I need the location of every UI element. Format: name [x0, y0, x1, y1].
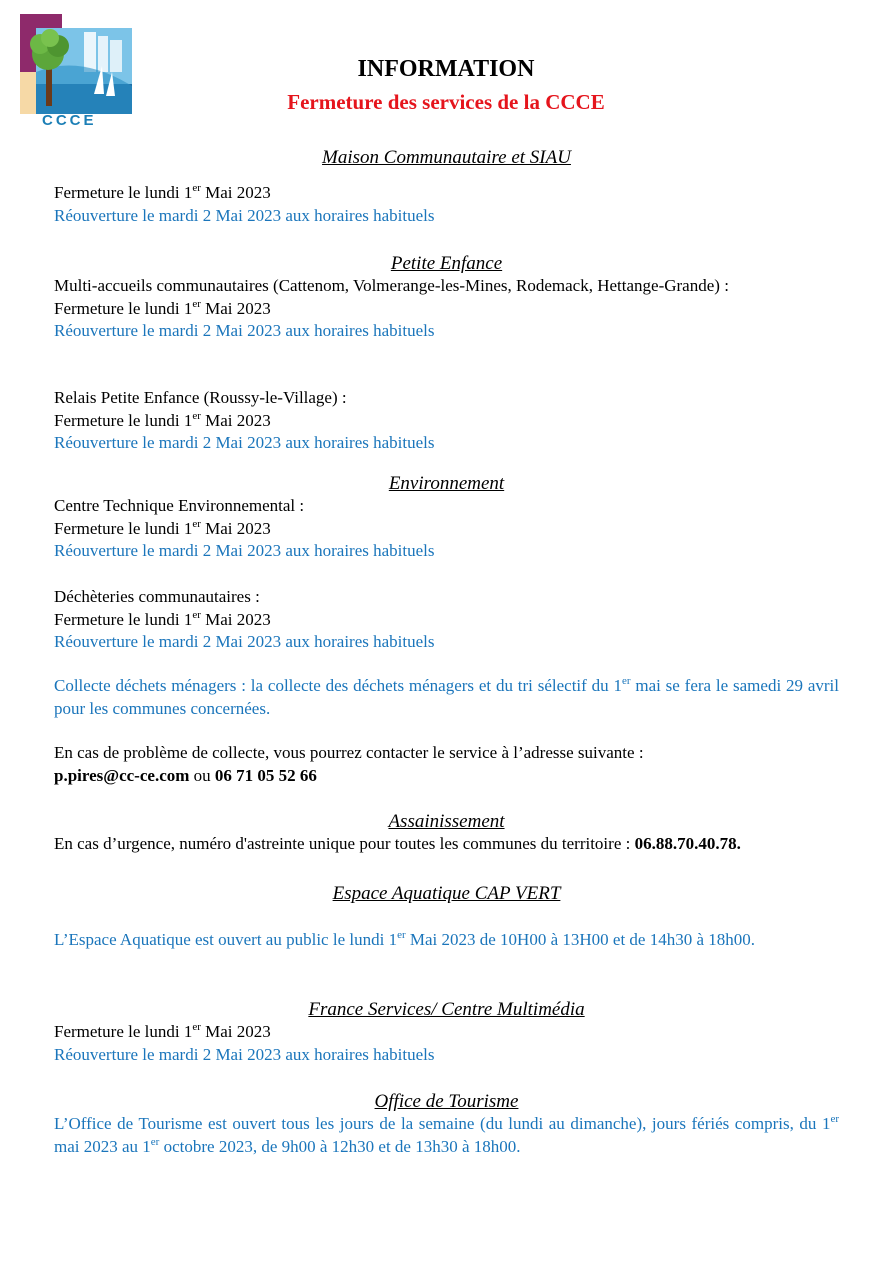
- reopening-line: Réouverture le mardi 2 Mai 2023 aux horaires habituels: [54, 205, 435, 225]
- section-tourisme: [54, 1091, 839, 1158]
- section-petite-enfance: [54, 253, 839, 343]
- contact-text: En cas de problème de collecte, vous pourrez contacter le service à l’adresse suivante :: [54, 743, 644, 762]
- tourisme-text: L’Office de Tourisme est ouvert tous les jours de la semaine (du lundi au dimanche), jours fériés compris, du 1er mai 2023 au 1er octobre 2023, de 9h00 à 12h30 et de 13h30 à 18h00.: [54, 1113, 839, 1156]
- page-title: INFORMATION: [357, 56, 535, 82]
- reopening-line: Réouverture le mardi 2 Mai 2023 aux horaires habituels: [54, 321, 435, 340]
- section-maison: [54, 147, 839, 227]
- closure-line: Fermeture le lundi 1er Mai 2023: [54, 517, 271, 538]
- closure-line: Fermeture le lundi 1er Mai 2023: [54, 182, 271, 202]
- section-heading: Office de Tourisme: [374, 1091, 519, 1112]
- reopening-line: Réouverture le mardi 2 Mai 2023 aux horaires habituels: [54, 433, 435, 452]
- reopening-line: Réouverture le mardi 2 Mai 2023 aux horaires habituels: [54, 632, 435, 651]
- multi-accueils-label: Multi-accueils communautaires (Cattenom, Volmerange-les-Mines, Rodemack, Hettange-Grande) :: [54, 276, 729, 295]
- contact-phone: 06 71 05 52 66: [214, 765, 317, 785]
- closure-line: Fermeture le lundi 1er Mai 2023: [54, 409, 271, 430]
- decheteries-block: [54, 586, 839, 654]
- assainissement-text: En cas d’urgence, numéro d'astreinte unique pour toutes les communes du territoire : 06.88.70.40.78.: [54, 834, 741, 853]
- closure-line: Fermeture le lundi 1er Mai 2023: [54, 1021, 271, 1041]
- section-assainissement: [54, 811, 839, 856]
- section-cap-vert: [54, 883, 839, 952]
- reopening-line: Réouverture le mardi 2 Mai 2023 aux horaires habituels: [54, 541, 435, 560]
- closure-line: Fermeture le lundi 1er Mai 2023: [54, 608, 271, 629]
- collecte-block: [54, 675, 839, 720]
- section-heading: Environnement: [388, 473, 505, 494]
- collecte-text: Collecte déchets ménagers : la collecte des déchets ménagers et du tri sélectif du 1er mai se fera le samedi 29 avril pour les communes concernées.: [54, 675, 839, 718]
- page-subtitle: Fermeture des services de la CCCE: [287, 90, 605, 114]
- contact-block: [54, 742, 839, 787]
- cap-vert-text: L’Espace Aquatique est ouvert au public le lundi 1er Mai 2023 de 10H00 à 13H00 et de 14h30 à 18h00.: [54, 929, 756, 949]
- contact-details: p.pires@cc-ce.com ou 06 71 05 52 66: [54, 765, 317, 785]
- section-heading: Petite Enfance: [390, 253, 503, 274]
- closure-line: Fermeture le lundi 1er Mai 2023: [54, 297, 271, 318]
- reopening-line: Réouverture le mardi 2 Mai 2023 aux horaires habituels: [54, 1044, 435, 1064]
- section-environnement: [54, 473, 839, 563]
- section-heading: Espace Aquatique CAP VERT: [332, 883, 561, 904]
- section-heading: Maison Communautaire et SIAU: [322, 147, 571, 168]
- section-heading: France Services/ Centre Multimédia: [308, 999, 585, 1020]
- relais-label: Relais Petite Enfance (Roussy-le-Village) :: [54, 388, 347, 407]
- logo-text: CCCE: [42, 112, 97, 129]
- decheteries-label: Déchèteries communautaires :: [54, 587, 260, 606]
- relais-block: [54, 387, 839, 455]
- centre-label: Centre Technique Environnemental :: [54, 496, 305, 515]
- section-heading: Assainissement: [388, 811, 505, 832]
- contact-email: p.pires@cc-ce.com: [54, 765, 190, 785]
- astreinte-phone: 06.88.70.40.78.: [634, 834, 741, 853]
- section-france-services: [54, 999, 839, 1066]
